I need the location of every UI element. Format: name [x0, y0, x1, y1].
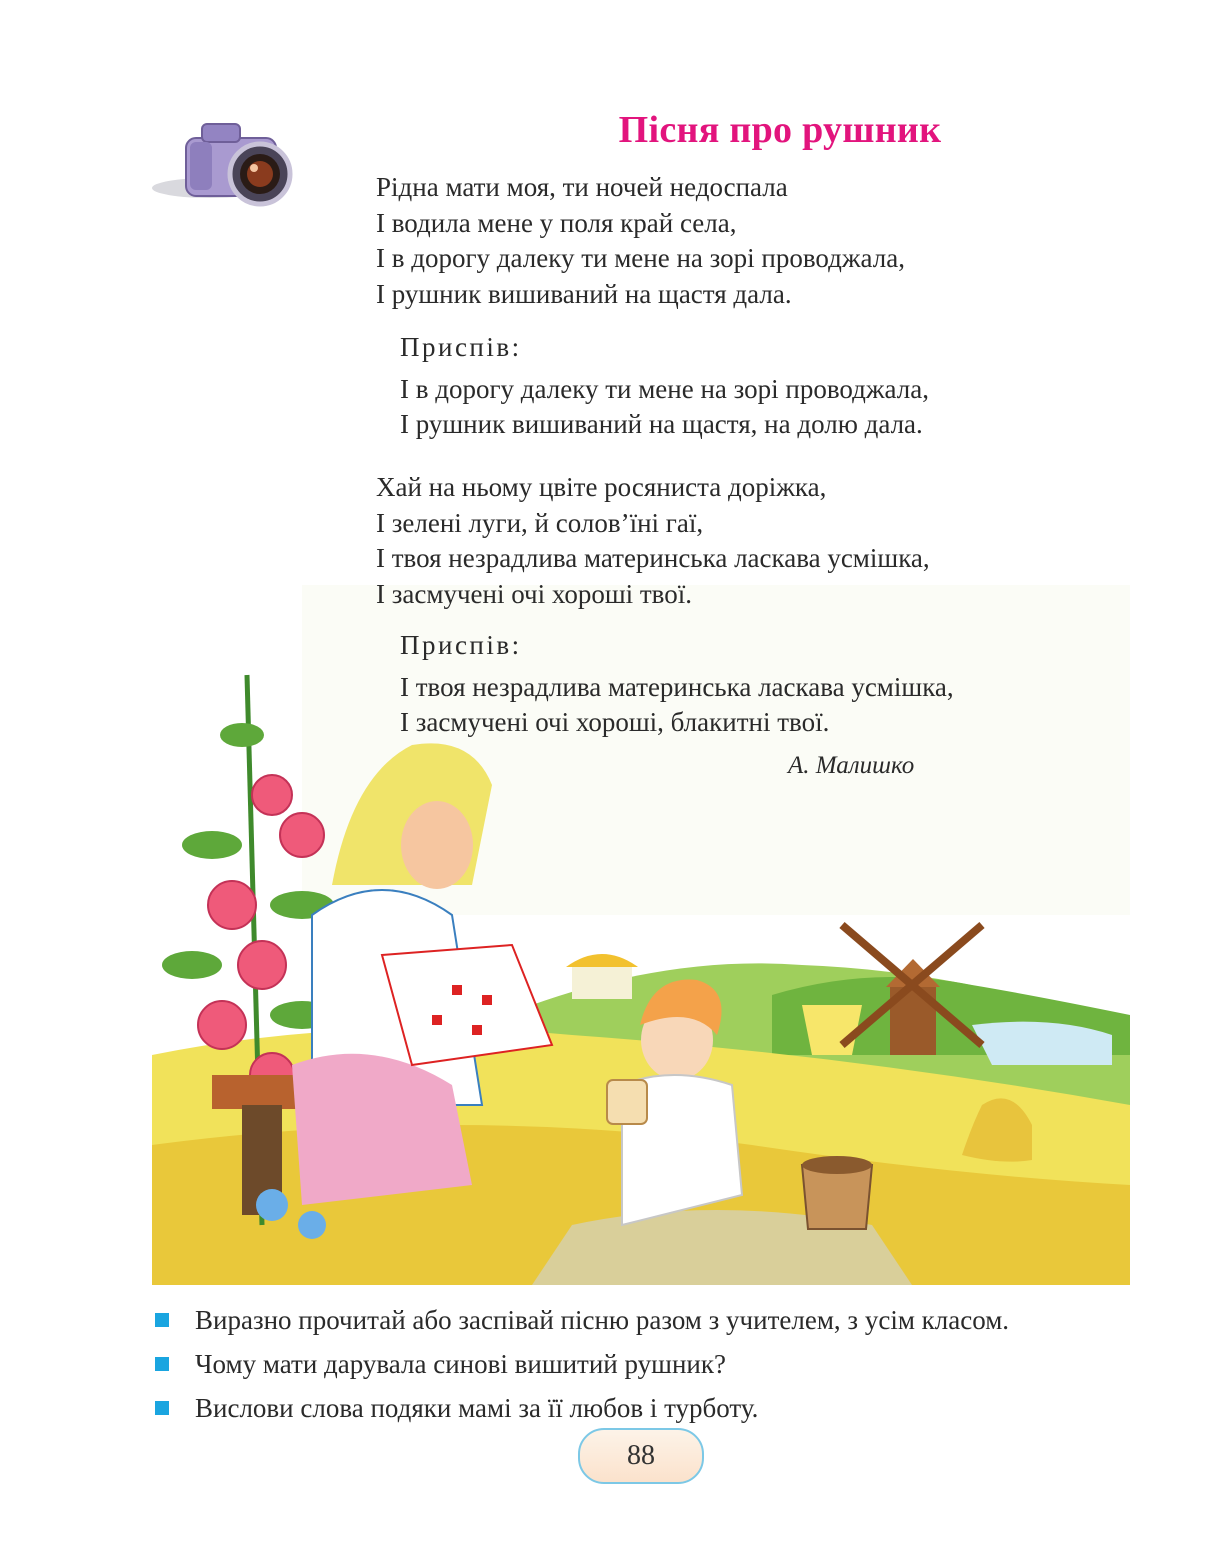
chorus-2 — [400, 628, 954, 741]
verse-1 — [376, 170, 905, 312]
task-text: Виразно прочитай або заспівай пісню разом з учителем, з усім класом. — [195, 1304, 1010, 1335]
task-item — [155, 1298, 1155, 1342]
verse-line: І водила мене у поля край села, — [376, 207, 737, 238]
verse-line: І рушник вишиваний на щастя дала. — [376, 278, 792, 309]
task-text: Вислови слова подяки мамі за її любов і турботу. — [195, 1392, 759, 1423]
chorus-line: І засмучені очі хороші, блакитні твої. — [400, 707, 830, 737]
verse-line: Рідна мати моя, ти ночей недоспала — [376, 172, 788, 202]
chorus-1 — [400, 330, 929, 443]
chorus-label: Приспів: — [400, 332, 522, 362]
task-list — [155, 1298, 1155, 1430]
task-text: Чому мати дарувала синові вишитий рушник? — [195, 1348, 726, 1379]
chorus-line: І твоя незрадлива материнська ласкава усмішка, — [400, 671, 954, 702]
camera-icon — [150, 110, 300, 220]
chorus-label: Приспів: — [400, 630, 522, 660]
chorus-line: І в дорогу далеку ти мене на зорі проводжала, — [400, 373, 929, 404]
verse-line: І зелені луги, й солов’їні гаї, — [376, 507, 704, 538]
author-signature: А. Малишко — [788, 752, 915, 779]
chorus-line: І рушник вишиваний на щастя, на долю дала. — [400, 409, 923, 439]
verse-line: І твоя незрадлива материнська ласкава усмішка, — [376, 543, 930, 573]
task-item — [155, 1386, 1155, 1430]
verse-line: Хай на ньому цвіте росяниста доріжка, — [376, 472, 827, 502]
square-bullet-icon — [155, 1357, 169, 1371]
page-number: 88 — [578, 1428, 704, 1484]
verse-line: І в дорогу далеку ти мене на зорі проводжала, — [376, 243, 905, 273]
square-bullet-icon — [155, 1401, 169, 1415]
square-bullet-icon — [155, 1313, 169, 1327]
page-title: Пісня про рушник — [618, 109, 942, 151]
task-item — [155, 1342, 1155, 1386]
verse-line: І засмучені очі хороші твої. — [376, 578, 692, 609]
verse-2 — [376, 470, 930, 612]
